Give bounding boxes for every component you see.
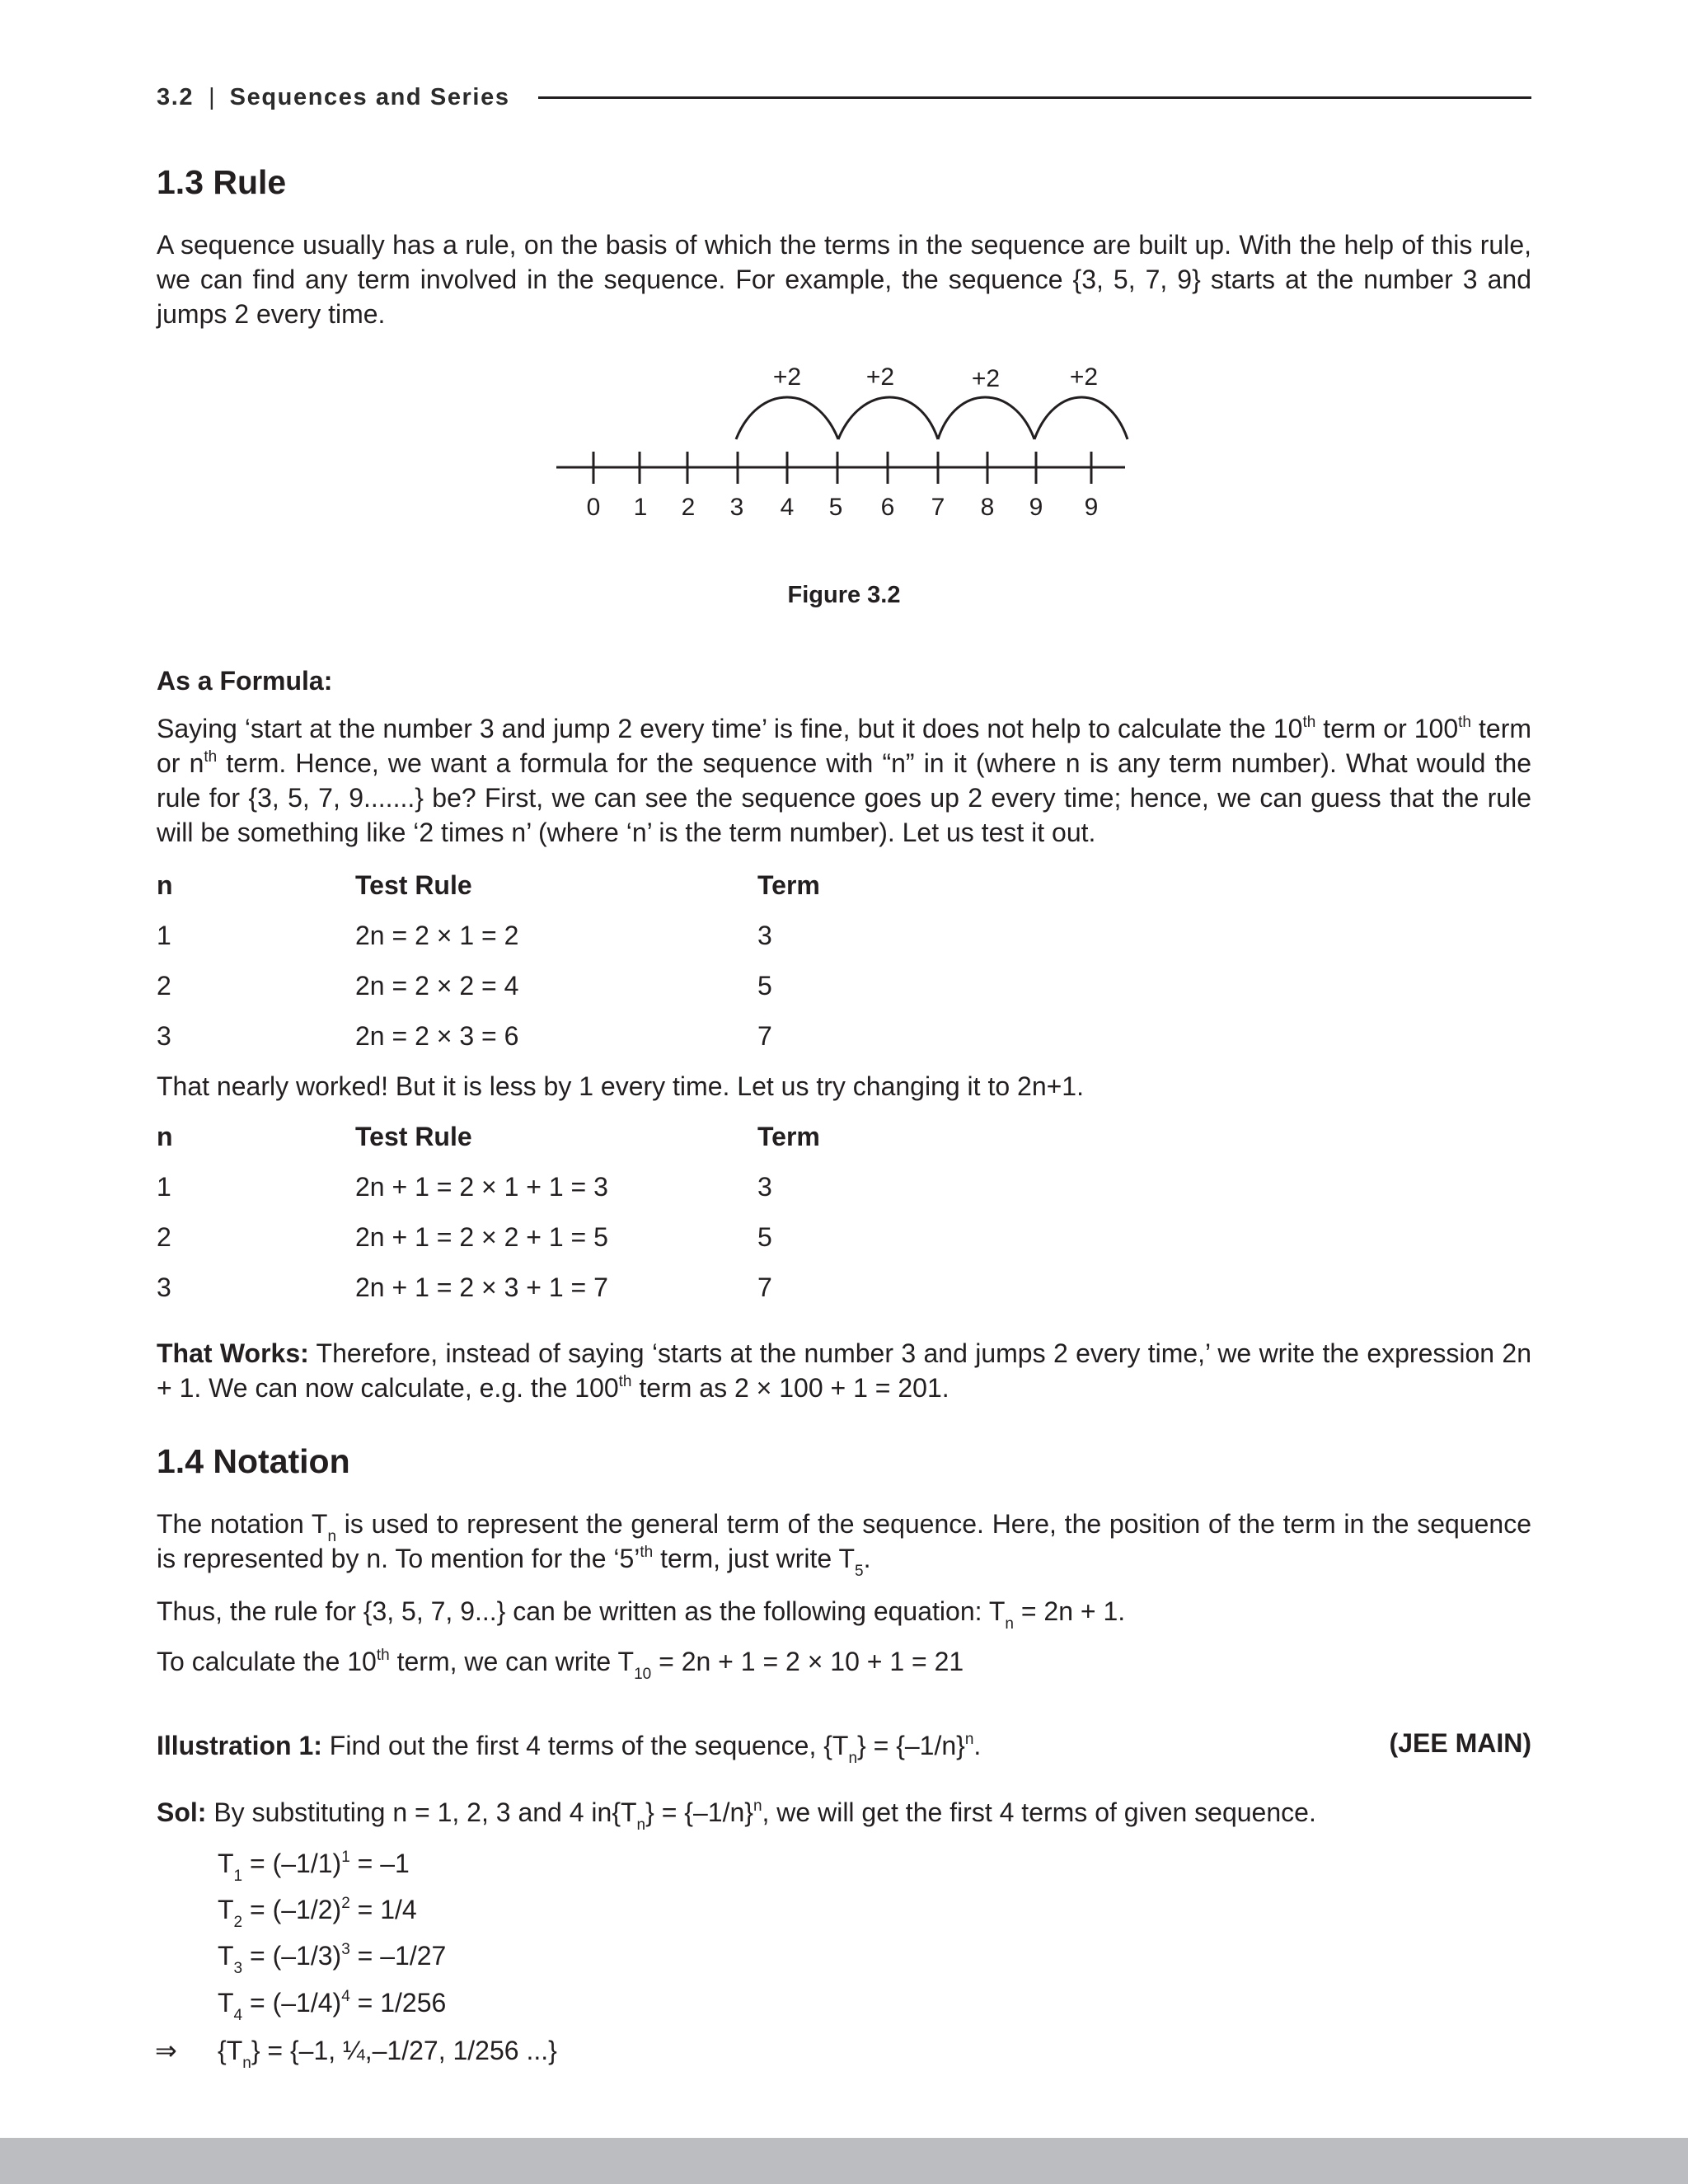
jump-arc: [938, 397, 1034, 439]
text-run: term, just write T: [653, 1544, 856, 1573]
table-row: [157, 1019, 1311, 1069]
cell-rule: 2n = 2 × 3 = 6: [355, 1021, 519, 1051]
illustration-label: Illustration 1:: [157, 1731, 322, 1760]
text-run: } = {–1/n}: [857, 1731, 965, 1760]
tenth-term-line: [157, 1644, 964, 1683]
subscript: 1: [233, 1868, 243, 1885]
cell-term: 7: [757, 1021, 772, 1051]
cell-term: 3: [757, 1172, 772, 1202]
jump-arc: [736, 397, 838, 439]
text-run: = (–1/3): [242, 1941, 342, 1971]
text-run: .: [973, 1731, 982, 1760]
tick-label: 8: [980, 494, 995, 521]
exam-tag: (JEE MAIN): [1389, 1728, 1531, 1758]
jump-label: +2: [865, 363, 895, 391]
table-header-row: [157, 1119, 1311, 1169]
chapter-title: Sequences and Series: [229, 83, 510, 110]
superscript: th: [1302, 714, 1316, 731]
running-header: [157, 79, 1531, 115]
superscript: n: [964, 1731, 974, 1748]
heading-notation: 1.4 Notation: [157, 1442, 350, 1480]
tick-label: 2: [681, 494, 696, 521]
cell-term: 5: [757, 1222, 772, 1252]
text-run: {T: [218, 2036, 243, 2065]
cell-rule: 2n = 2 × 2 = 4: [355, 971, 519, 1001]
tick-label: 9: [1084, 494, 1099, 521]
text-run: = (–1/1): [242, 1849, 342, 1878]
cell-rule: 2n = 2 × 1 = 2: [355, 921, 519, 950]
tick-label: 4: [780, 494, 795, 521]
tick-label: 9: [1029, 494, 1043, 521]
cell-n: 1: [157, 921, 171, 950]
text-run: = –1/27: [349, 1941, 447, 1971]
text-run: is used to represent the general term of the sequence. Here, the position of the term in the sequence is represented by n. To mention for the ‘5’: [157, 1509, 1532, 1573]
that-works-paragraph: [157, 1336, 1531, 1405]
cell-n: 2: [157, 1222, 171, 1252]
solution-step: [218, 1938, 447, 1977]
table-header-row: [157, 868, 1311, 918]
solution-result: [218, 2033, 557, 2072]
solution-label: Sol:: [157, 1797, 207, 1827]
text-run: term or n: [157, 714, 1532, 778]
rule-intro-paragraph: A sequence usually has a rule, on the basis of which the terms in the sequence are built up. With the help of this rule, we can find any term involved in the sequence. For example, the sequence {3, 5, 7, 9} starts at the number 3 and jumps 2 every time.: [157, 230, 1531, 329]
cell-rule: 2n + 1 = 2 × 2 + 1 = 5: [355, 1222, 608, 1252]
that-works-label: That Works:: [157, 1338, 309, 1368]
header-n: n: [157, 870, 173, 900]
text-run: Saying ‘start at the number 3 and jump 2 every time’ is fine, but it does not help to calculate the 10: [157, 714, 1303, 743]
text-run: T: [218, 1849, 234, 1878]
superscript: 1: [341, 1849, 350, 1866]
jump-arc: [838, 397, 938, 439]
text-run: = 1/256: [349, 1988, 447, 2018]
solution-step: [218, 1985, 447, 2024]
superscript: th: [640, 1544, 654, 1561]
subscript: 4: [233, 2007, 243, 2024]
jump-label: +2: [772, 363, 802, 391]
text-run: = 2n + 1.: [1013, 1596, 1126, 1626]
figure-caption: Figure 3.2: [787, 582, 901, 608]
header-separator: |: [209, 83, 215, 110]
subscript: n: [1005, 1615, 1014, 1633]
solution-step: [218, 1846, 410, 1885]
subscript: n: [848, 1750, 858, 1767]
text-run: = 1/4: [349, 1895, 417, 1924]
text-run: .: [863, 1544, 871, 1573]
rule-equation-line: [157, 1594, 1126, 1633]
header-term: Term: [757, 1122, 820, 1151]
text-run: = 2n + 1 = 2 × 10 + 1 = 21: [651, 1647, 964, 1676]
text-run: term as 2 × 100 + 1 = 201.: [631, 1373, 950, 1403]
table-row: [157, 1169, 1311, 1220]
jump-arc: [1034, 397, 1128, 439]
tick-label: 1: [633, 494, 648, 521]
test-rule-table-2: [157, 1119, 1311, 1320]
notation-paragraph: [157, 1507, 1532, 1580]
nearly-worked-text: That nearly worked! But it is less by 1 every time. Let us try changing it to 2n+1.: [157, 1071, 1084, 1101]
cell-n: 1: [157, 1172, 171, 1202]
tick-label: 7: [931, 494, 945, 521]
text-run: } = {–1/n}: [645, 1797, 753, 1827]
solution-line: [157, 1795, 1316, 1834]
tick-label: 5: [828, 494, 843, 521]
text-run: } = {–1, ¼,–1/27, 1/256 ...}: [251, 2036, 557, 2065]
text-run: Find out the first 4 terms of the sequence, {T: [321, 1731, 849, 1760]
cell-term: 5: [757, 971, 772, 1001]
subscript: 3: [233, 1960, 243, 1977]
footer-band: [0, 2138, 1688, 2184]
text-run: T: [218, 1895, 234, 1924]
cell-rule: 2n + 1 = 2 × 1 + 1 = 3: [355, 1172, 608, 1202]
table-row: [157, 1220, 1311, 1270]
heading-rule: 1.3 Rule: [157, 163, 287, 201]
header-test-rule: Test Rule: [355, 870, 472, 900]
text-run: Therefore, instead of saying ‘starts at the number 3 and jumps 2 every time,’ we write the expression 2n + 1. We can now calculate, e.g. the 100: [157, 1338, 1532, 1403]
text-run: T: [218, 1988, 234, 2018]
superscript: n: [753, 1797, 762, 1815]
superscript: th: [376, 1647, 390, 1664]
superscript: th: [204, 748, 218, 766]
text-run: Thus, the rule for {3, 5, 7, 9...} can be written as the following equation: T: [157, 1596, 1006, 1626]
text-run: term. Hence, we want a formula for the sequence with “n” in it (where n is any term number). What would the rule for {3, 5, 7, 9.......} be? First, we can see the sequence goes up 2 every time; hence, we can guess that the rule will be something like ‘2 times n’ (where ‘n’ is the term number). Let us test it out.: [157, 748, 1532, 847]
formula-heading: As a Formula:: [157, 666, 333, 696]
cell-n: 3: [157, 1272, 171, 1302]
section-number: 3.2: [157, 83, 195, 110]
subscript: 2: [233, 1914, 243, 1931]
cell-n: 3: [157, 1021, 171, 1051]
text-run: = –1: [349, 1849, 410, 1878]
text-run: The notation T: [157, 1509, 328, 1539]
superscript: 2: [341, 1895, 350, 1912]
jump-label: +2: [971, 365, 1001, 392]
cell-term: 3: [757, 921, 772, 950]
superscript: 3: [341, 1941, 350, 1958]
header-rule: [538, 96, 1531, 99]
text-run: term, we can write T: [389, 1647, 635, 1676]
jump-label: +2: [1069, 363, 1099, 391]
text-run: term or 100: [1315, 714, 1459, 743]
superscript: 4: [341, 1988, 350, 2005]
table-row: [157, 1270, 1311, 1320]
text-run: T: [218, 1941, 234, 1971]
superscript: th: [1458, 714, 1472, 731]
text-run: = (–1/4): [242, 1988, 342, 2018]
text-run: By substituting n = 1, 2, 3 and 4 in{T: [206, 1797, 637, 1827]
cell-term: 7: [757, 1272, 772, 1302]
tick-label: 6: [880, 494, 895, 521]
tick-label: 0: [586, 494, 601, 521]
implies-arrow-icon: ⇒: [155, 2036, 177, 2065]
table-row: [157, 968, 1311, 1019]
subscript: n: [242, 2055, 251, 2072]
cell-rule: 2n + 1 = 2 × 3 + 1 = 7: [355, 1272, 608, 1302]
header-test-rule: Test Rule: [355, 1122, 472, 1151]
text-run: = (–1/2): [242, 1895, 342, 1924]
cell-n: 2: [157, 971, 171, 1001]
test-rule-table-1: [157, 868, 1311, 1069]
formula-paragraph: [157, 711, 1531, 850]
subscript: 10: [634, 1666, 652, 1683]
table-row: [157, 918, 1311, 968]
subscript: n: [327, 1528, 337, 1545]
illustration-line: [157, 1728, 982, 1767]
subscript: n: [636, 1816, 646, 1834]
tick-label: 3: [729, 494, 744, 521]
header-n: n: [157, 1122, 173, 1151]
subscript: 5: [855, 1563, 864, 1580]
text-run: , we will get the first 4 terms of given sequence.: [762, 1797, 1316, 1827]
superscript: th: [618, 1373, 632, 1390]
solution-step: [218, 1892, 417, 1931]
text-run: To calculate the 10: [157, 1647, 377, 1676]
header-term: Term: [757, 870, 820, 900]
number-line-figure: [544, 350, 1137, 532]
